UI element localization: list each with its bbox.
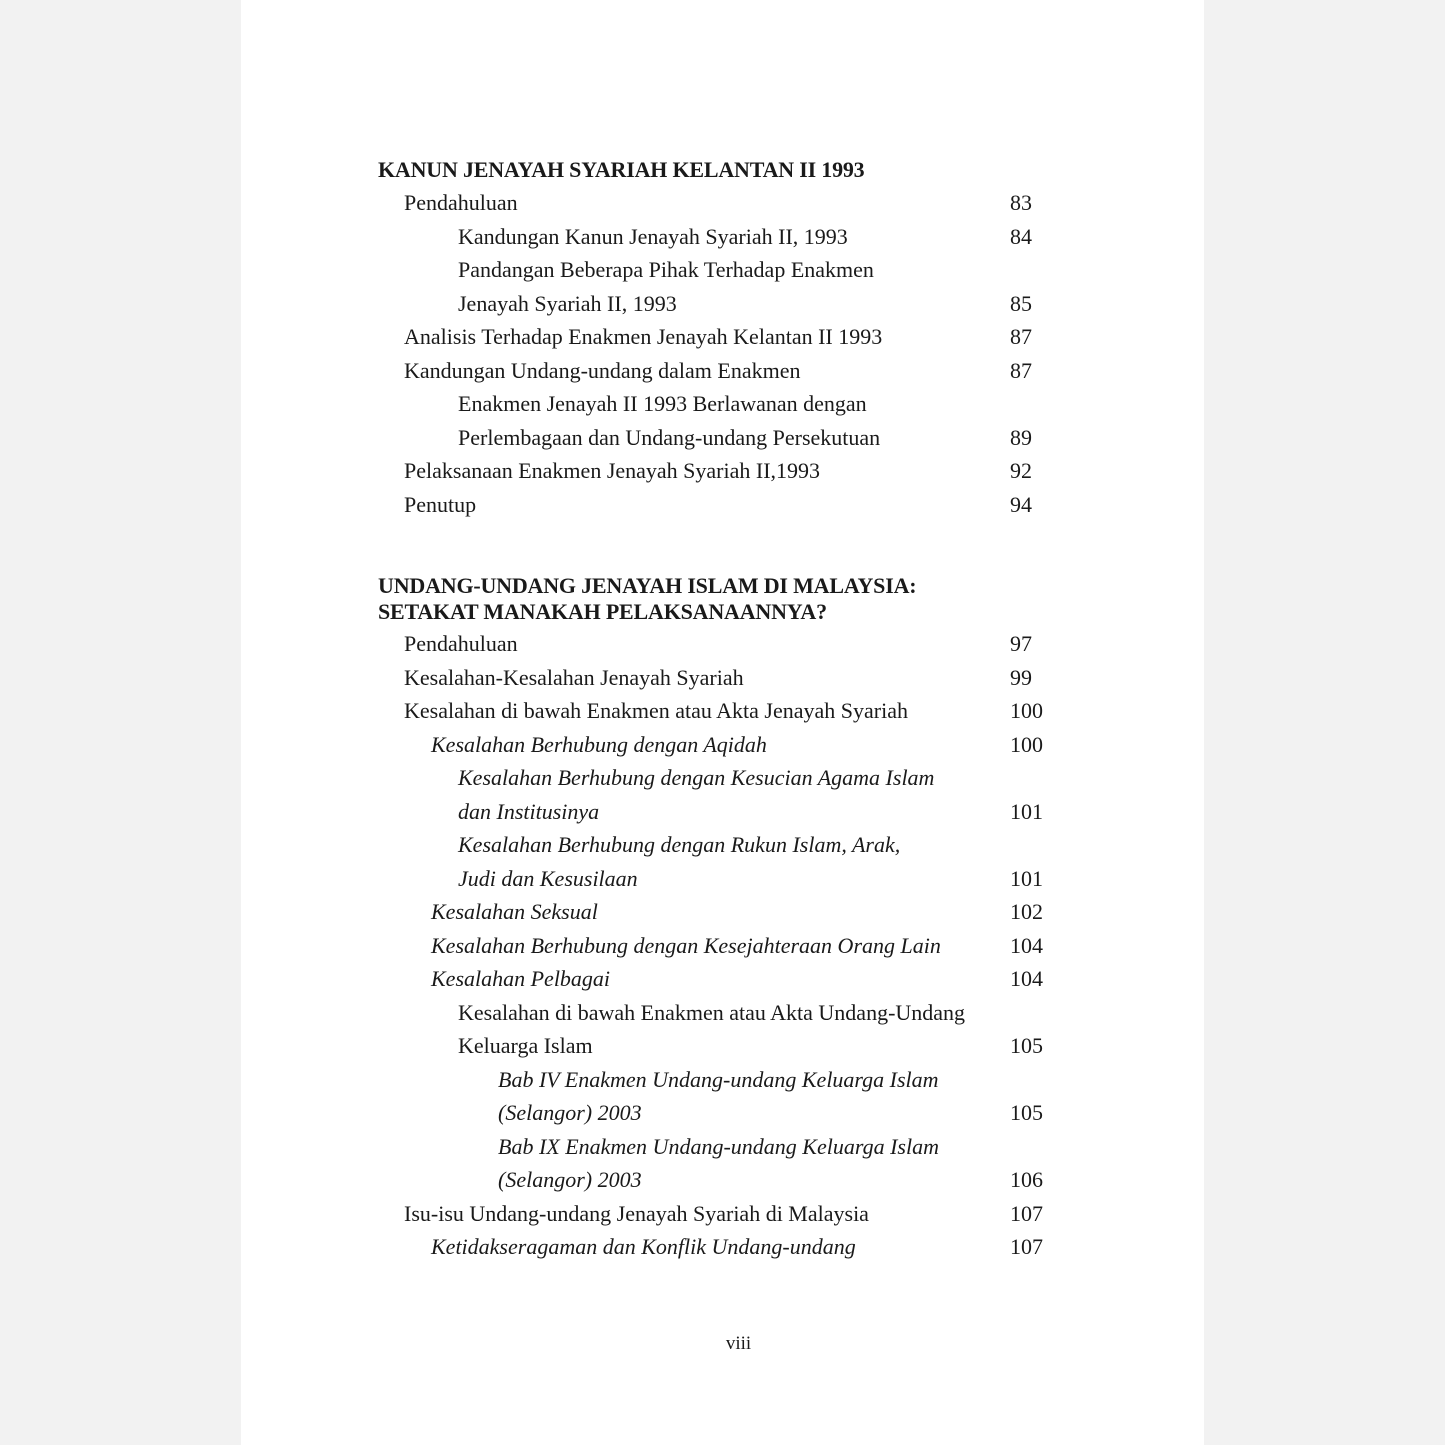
toc-entry-page: 102 xyxy=(1010,899,1043,924)
toc-entry-title: Enakmen Jenayah II 1993 Berlawanan dengan xyxy=(458,391,867,416)
toc-entry xyxy=(378,694,1078,728)
toc-entry-title: Kesalahan Berhubung dengan Kesucian Agama Islam xyxy=(458,765,935,790)
toc-entry-title: (Selangor) 2003 xyxy=(498,1100,642,1125)
toc-entry-page: 99 xyxy=(1010,664,1032,690)
toc-entry-page: 92 xyxy=(1010,458,1032,483)
toc-entry-page: 84 xyxy=(1010,223,1032,249)
toc-entry-page: 105 xyxy=(1010,1100,1043,1125)
toc-entry-title: (Selangor) 2003 xyxy=(498,1167,642,1192)
toc-entry-title: Kandungan Kanun Jenayah Syariah II, 1993 xyxy=(458,223,848,249)
toc-entry xyxy=(378,1197,1078,1231)
toc-entry-title: Perlembagaan dan Undang-undang Persekutuan xyxy=(458,424,881,450)
toc-entry-title: dan Institusinya xyxy=(458,798,600,824)
toc-entry xyxy=(378,962,1078,996)
toc-entry xyxy=(378,1130,1078,1164)
toc-entry xyxy=(378,287,1078,321)
toc-entry-page: 104 xyxy=(1010,932,1043,958)
toc-entry xyxy=(378,488,1078,522)
toc-entry-title: Kesalahan Berhubung dengan Kesejahteraan Orang Lain xyxy=(431,932,941,958)
page-number: viii xyxy=(725,1333,752,1354)
toc-entry-title: Bab IX Enakmen Undang-undang Keluarga Islam xyxy=(498,1133,939,1159)
toc-entry xyxy=(378,220,1078,254)
toc-entry-page: 89 xyxy=(1010,424,1032,450)
toc-entry-title: Pendahuluan xyxy=(404,190,518,215)
toc-entry-page: 87 xyxy=(1010,357,1032,383)
section-heading xyxy=(378,573,1078,625)
toc-entry xyxy=(378,1029,1078,1063)
toc-entry-title: Kandungan Undang-undang dalam Enakmen xyxy=(404,357,801,383)
toc-entry-title: Kesalahan di bawah Enakmen atau Akta Undang-Undang xyxy=(458,999,966,1025)
toc-entry xyxy=(378,1230,1078,1264)
section-heading-line: UNDANG-UNDANG JENAYAH ISLAM DI MALAYSIA: xyxy=(378,573,917,598)
toc-entry xyxy=(378,454,1078,488)
toc-entry-title: Kesalahan Berhubung dengan Aqidah xyxy=(431,731,767,757)
toc-entry xyxy=(378,728,1078,762)
toc-entry-title: Bab IV Enakmen Undang-undang Keluarga Islam xyxy=(498,1066,939,1092)
toc-entry-title: Pandangan Beberapa Pihak Terhadap Enakmen xyxy=(458,257,874,282)
toc-entry xyxy=(378,828,1078,862)
toc-entry xyxy=(378,996,1078,1030)
toc-entry xyxy=(378,253,1078,287)
toc-entry-page: 83 xyxy=(1010,190,1032,215)
toc-entry-page: 87 xyxy=(1010,324,1032,349)
toc-entry-title: Kesalahan Berhubung dengan Rukun Islam, Arak, xyxy=(458,832,901,857)
toc-entry xyxy=(378,795,1078,829)
toc-entry-title: Ketidakseragaman dan Konflik Undang-undang xyxy=(431,1234,856,1259)
toc-entry-page: 94 xyxy=(1010,491,1032,517)
section-heading-line: SETAKAT MANAKAH PELAKSANAANNYA? xyxy=(378,599,827,624)
toc-entry xyxy=(378,761,1078,795)
toc-section-undang-undang-jenayah xyxy=(378,573,1078,1264)
toc-entry-page: 106 xyxy=(1010,1167,1043,1192)
toc-entry-title: Pendahuluan xyxy=(404,631,518,656)
toc-entry-page: 105 xyxy=(1010,1033,1043,1058)
section-heading xyxy=(378,157,1078,183)
toc-entry-title: Kesalahan di bawah Enakmen atau Akta Jenayah Syariah xyxy=(404,698,908,723)
toc-entry-page: 85 xyxy=(1010,290,1032,316)
toc-entry-title: Isu-isu Undang-undang Jenayah Syariah di Malaysia xyxy=(404,1200,869,1226)
toc-entry-title: Analisis Terhadap Enakmen Jenayah Kelantan II 1993 xyxy=(404,324,883,349)
toc-entry-page: 107 xyxy=(1010,1200,1043,1226)
toc-entry-page: 100 xyxy=(1010,731,1043,757)
section-heading-line: KANUN JENAYAH SYARIAH KELANTAN II 1993 xyxy=(378,157,865,182)
toc-entry xyxy=(378,1096,1078,1130)
toc-entry-title: Penutup xyxy=(404,491,477,517)
toc-section-kanun-jenayah xyxy=(378,157,1078,521)
toc-entry xyxy=(378,862,1078,896)
book-page xyxy=(241,0,1204,1445)
toc-entry-title: Kesalahan Seksual xyxy=(431,899,598,924)
toc-entry-page: 100 xyxy=(1010,698,1043,723)
toc-entry-page: 97 xyxy=(1010,631,1032,656)
toc-entry-page: 101 xyxy=(1010,865,1043,891)
toc-entry xyxy=(378,627,1078,661)
toc-entry-list xyxy=(378,627,1078,1264)
toc-entry xyxy=(378,895,1078,929)
toc-entry-title: Kesalahan Pelbagai xyxy=(431,966,611,991)
toc-entry xyxy=(378,421,1078,455)
toc-entry-list xyxy=(378,186,1078,521)
toc-entry xyxy=(378,354,1078,388)
toc-entry xyxy=(378,320,1078,354)
toc-entry-title: Jenayah Syariah II, 1993 xyxy=(458,290,677,316)
toc-entry xyxy=(378,661,1078,695)
toc-entry-title: Kesalahan-Kesalahan Jenayah Syariah xyxy=(404,664,744,690)
toc-entry xyxy=(378,186,1078,220)
toc-entry-page: 104 xyxy=(1010,966,1043,991)
toc-entry-title: Keluarga Islam xyxy=(458,1033,593,1058)
toc-entry-title: Pelaksanaan Enakmen Jenayah Syariah II,1993 xyxy=(404,458,821,483)
toc-entry-page: 101 xyxy=(1010,798,1043,824)
toc-entry-title: Judi dan Kesusilaan xyxy=(458,865,638,891)
toc-entry xyxy=(378,1063,1078,1097)
toc-entry xyxy=(378,929,1078,963)
toc-entry-page: 107 xyxy=(1010,1234,1043,1259)
toc-entry xyxy=(378,1163,1078,1197)
toc-entry xyxy=(378,387,1078,421)
